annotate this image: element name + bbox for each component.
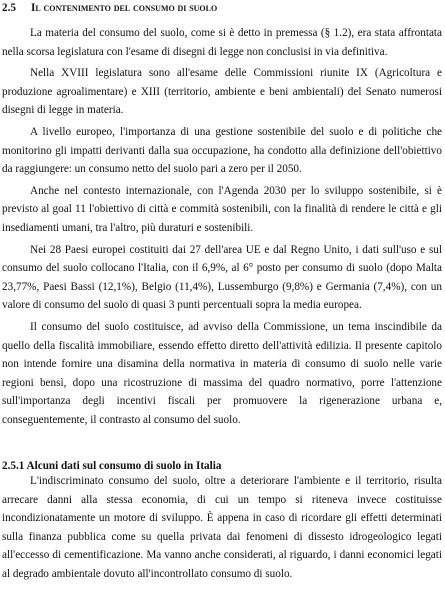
- paragraph: L'indiscriminato consumo del suolo, oltre a deteriorare l'ambiente e il territorio, risulta arrecare danni alla stessa economia, di cui un tempo si riteneva invece costituisse incondizionatamente un motore di sviluppo. È appena in caso di ricordare gli effetti determinati sulla finanza pubblica come su quella privata dai fenomeni di dissesto idrogeologico legati all'eccesso di cementificazione. Ma vanno anche considerati, al riguardo, i danni economici legati al degrado ambientale dovuto all'incontrollato consumo di suolo.: [2, 475, 442, 580]
- section-number: 2.5: [2, 2, 16, 14]
- subsection-heading: 2.5.1 Alcuni dati sul consumo di suolo in Italia: [2, 460, 222, 472]
- paragraph: A livello europeo, l'importanza di una gestione sostenibile del suolo e di politiche che monitorino gli impatti derivanti dalla sua occupazione, ha condotto alla definizione dell'obiettivo da raggiungere: un consumo netto del suolo pari a zero per il 2050.: [2, 125, 442, 176]
- paragraph: La materia del consumo del suolo, come si è detto in premessa (§ 1.2), era stata affrontata nella scorsa legislatura con l'esame di disegni di legge non conclusisi in via definitiva.: [2, 27, 442, 58]
- paragraph: Anche nel contesto internazionale, con l'Agenda 2030 per lo sviluppo sostenibile, si è previsto al goal 11 l'obiettivo di città e commità sostenibili, con la finalità di rendere le città e gli insediamenti umani, tra l'altro, più duraturi e sostenibili.: [2, 184, 442, 234]
- section-heading: [2, 0, 442, 16]
- section-body: [2, 24, 442, 432]
- section-title: Il contenimento del consumo di suolo: [31, 2, 218, 14]
- subsection-body: [2, 472, 442, 587]
- paragraph: Nei 28 Paesi europei costituiti dai 27 dell'area UE e dal Regno Unito, i dati sull'uso e sul consumo del suolo collocano l'Italia, con il 6,9%, al 6° posto per consumo di suolo (dopo Malta 23,77%, Paesi Bassi (12,1%), Belgio (11,4%), Lussemburgo (9,8%) e Germania (7,4%), con un valore di consumo del suolo di quasi 3 punti percentuali sopra la media europea.: [2, 243, 442, 312]
- paragraph: Nella XVIII legislatura sono all'esame delle Commissioni riunite IX (Agricoltura e produzione agroalimentare) e XIII (territorio, ambiente e beni ambientali) del Senato numerosi disegni di legge in materia.: [2, 67, 442, 117]
- paragraph: Il consumo del suolo costituisce, ad avviso della Commissione, un tema inscindibile da quello della fiscalità immobiliare, essendo effetto diretto dell'attività edilizia. Il presente capitolo non intende fornire una disamina della normativa in materia di consumo di suolo nelle varie regioni bensì, dopo una ricostruzione di massima del quadro normativo, porre l'attenzione sull'importanza degli incentivi fiscali per promuovere la rigenerazione urbana e, conseguentemente, il contrasto al consumo del suolo.: [2, 320, 442, 426]
